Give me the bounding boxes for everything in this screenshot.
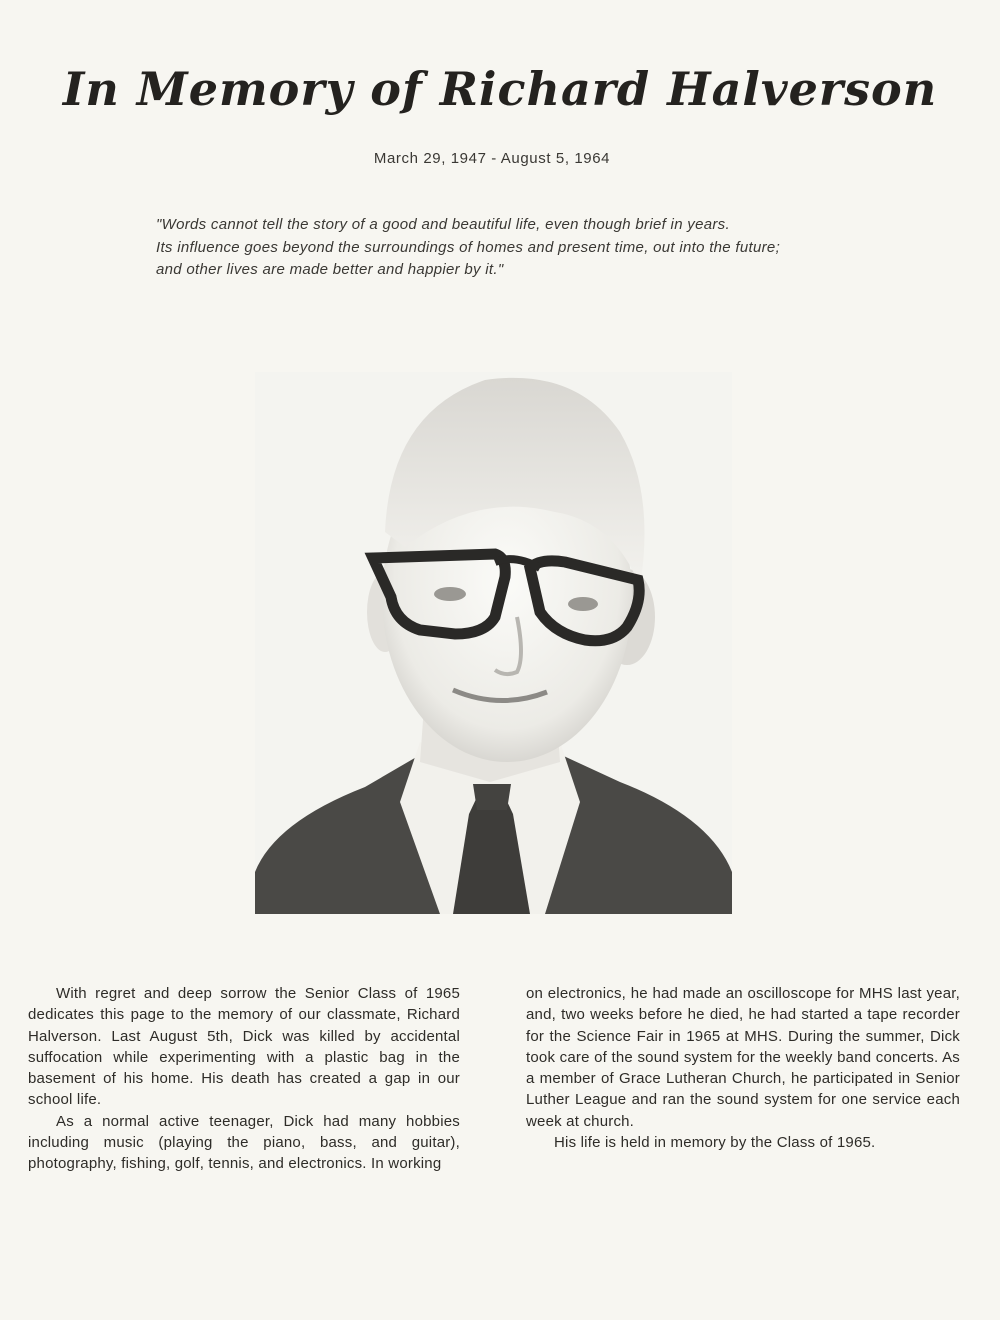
body-paragraph: As a normal active teenager, Dick had many hobbies including music (playing the piano, bass, and guitar), photography, fishing, golf, tennis, and electronics. In working <box>28 1112 460 1173</box>
portrait-photo <box>255 372 732 914</box>
page-title: In Memory of Richard Halverson <box>62 62 938 116</box>
body-column-right <box>526 983 960 1153</box>
quote-line: and other lives are made better and happier by it." <box>156 261 504 278</box>
life-dates: March 29, 1947 - August 5, 1964 <box>373 150 611 167</box>
memorial-quote <box>156 214 828 282</box>
body-paragraph: on electronics, he had made an oscilloscope for MHS last year, and, two weeks before he died, he had started a tape recorder for the Science Fair in 1965 at MHS. During the summer, Dick took care of the sound system for the weekly band concerts. As a member of Grace Lutheran Church, he participated in Senior Luther League and ran the sound system for one service each week at church. <box>526 985 960 1130</box>
body-paragraph: His life is held in memory by the Class of 1965. <box>554 1134 876 1152</box>
body-paragraph: With regret and deep sorrow the Senior Class of 1965 dedicates this page to the memory of our classmate, Richard Halverson. Last August 5th, Dick was killed by accidental suffocation while experimenting with a plastic bag in the basement of his home. His death has created a gap in our school life. <box>28 985 460 1109</box>
quote-line: "Words cannot tell the story of a good and beautiful life, even though brief in years. <box>156 216 730 233</box>
body-column-left <box>28 983 460 1175</box>
quote-line: Its influence goes beyond the surroundings of homes and present time, out into the future; <box>156 238 781 256</box>
